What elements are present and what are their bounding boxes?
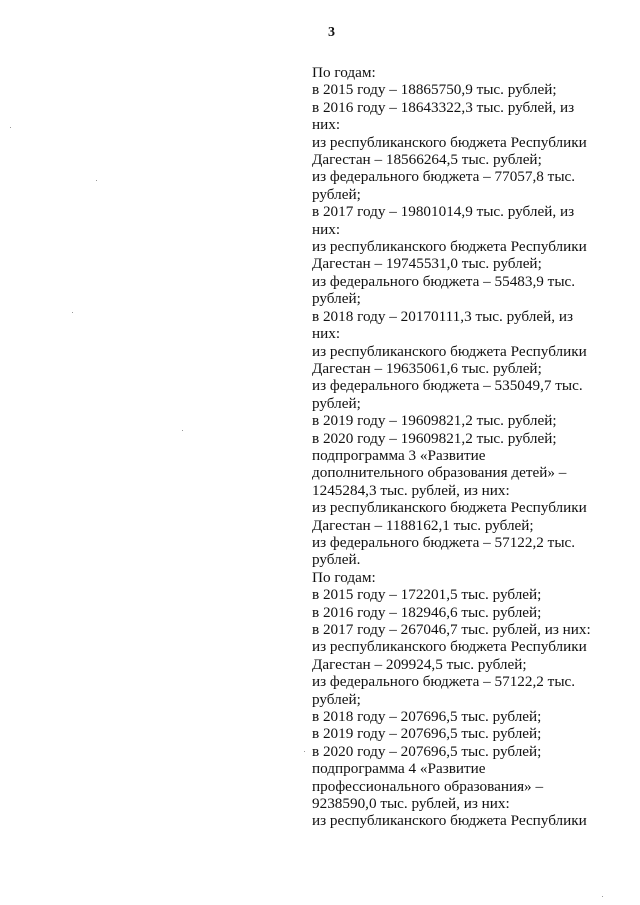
text-line: в 2015 году – 18865750,9 тыс. рублей;	[312, 81, 557, 99]
scan-speck	[304, 751, 305, 752]
text-line: Дагестан – 19635061,6 тыс. рублей;	[312, 359, 542, 377]
text-line: из федерального бюджета – 535049,7 тыс.	[312, 377, 583, 395]
text-line: из республиканского бюджета Республики	[312, 812, 587, 830]
text-line: из республиканского бюджета Республики	[312, 499, 587, 517]
text-line: из республиканского бюджета Республики	[312, 133, 587, 151]
page-number: 3	[328, 25, 335, 40]
text-line: Дагестан – 19745531,0 тыс. рублей;	[312, 255, 542, 273]
text-line: 1245284,3 тыс. рублей, из них:	[312, 481, 510, 499]
text-line: них:	[312, 325, 341, 343]
text-line: из республиканского бюджета Республики	[312, 638, 587, 656]
text-line: По годам:	[312, 568, 376, 586]
scan-speck	[96, 180, 97, 181]
text-line: из федерального бюджета – 57122,2 тыс.	[312, 673, 576, 691]
text-line: в 2015 году – 172201,5 тыс. рублей;	[312, 586, 542, 604]
scan-speck	[10, 127, 11, 128]
text-line: Дагестан – 18566264,5 тыс. рублей;	[312, 151, 542, 169]
text-line: них:	[312, 220, 341, 238]
text-line: из республиканского бюджета Республики	[312, 342, 587, 360]
text-line: профессионального образования» –	[312, 777, 544, 795]
text-line: них:	[312, 116, 341, 134]
text-line: дополнительного образования детей» –	[312, 464, 567, 482]
text-line: в 2016 году – 182946,6 тыс. рублей;	[312, 603, 542, 621]
text-line: рублей.	[312, 551, 361, 569]
text-line: подпрограмма 3 «Развитие	[312, 446, 486, 464]
text-line: в 2020 году – 207696,5 тыс. рублей;	[312, 742, 542, 760]
scan-speck	[602, 896, 603, 897]
text-line: в 2018 году – 20170111,3 тыс. рублей, из	[312, 307, 573, 325]
text-line: рублей;	[312, 690, 361, 708]
text-line: из федерального бюджета – 55483,9 тыс.	[312, 272, 576, 290]
text-line: подпрограмма 4 «Развитие	[312, 760, 486, 778]
text-line: 9238590,0 тыс. рублей, из них:	[312, 795, 510, 813]
text-line: в 2017 году – 267046,7 тыс. рублей, из них:	[312, 621, 591, 638]
text-line: в 2017 году – 19801014,9 тыс. рублей, из	[312, 203, 575, 221]
text-line: рублей;	[312, 394, 361, 412]
text-line: рублей;	[312, 185, 361, 203]
document-body-text	[312, 64, 612, 830]
text-line: в 2020 году – 19609821,2 тыс. рублей;	[312, 429, 557, 447]
text-line: в 2016 году – 18643322,3 тыс. рублей, из	[312, 98, 575, 116]
text-line: из республиканского бюджета Республики	[312, 238, 587, 256]
text-line: из федерального бюджета – 57122,2 тыс.	[312, 533, 576, 551]
text-line: в 2018 году – 207696,5 тыс. рублей;	[312, 708, 542, 726]
scan-speck	[72, 312, 73, 313]
text-line: По годам:	[312, 64, 376, 81]
text-line: в 2019 году – 207696,5 тыс. рублей;	[312, 725, 542, 743]
text-line: из федерального бюджета – 77057,8 тыс.	[312, 168, 576, 186]
scan-speck	[182, 430, 183, 431]
text-line: Дагестан – 209924,5 тыс. рублей;	[312, 655, 527, 673]
text-line: рублей;	[312, 290, 361, 308]
text-line: в 2019 году – 19609821,2 тыс. рублей;	[312, 412, 557, 430]
text-line: Дагестан – 1188162,1 тыс. рублей;	[312, 516, 534, 534]
